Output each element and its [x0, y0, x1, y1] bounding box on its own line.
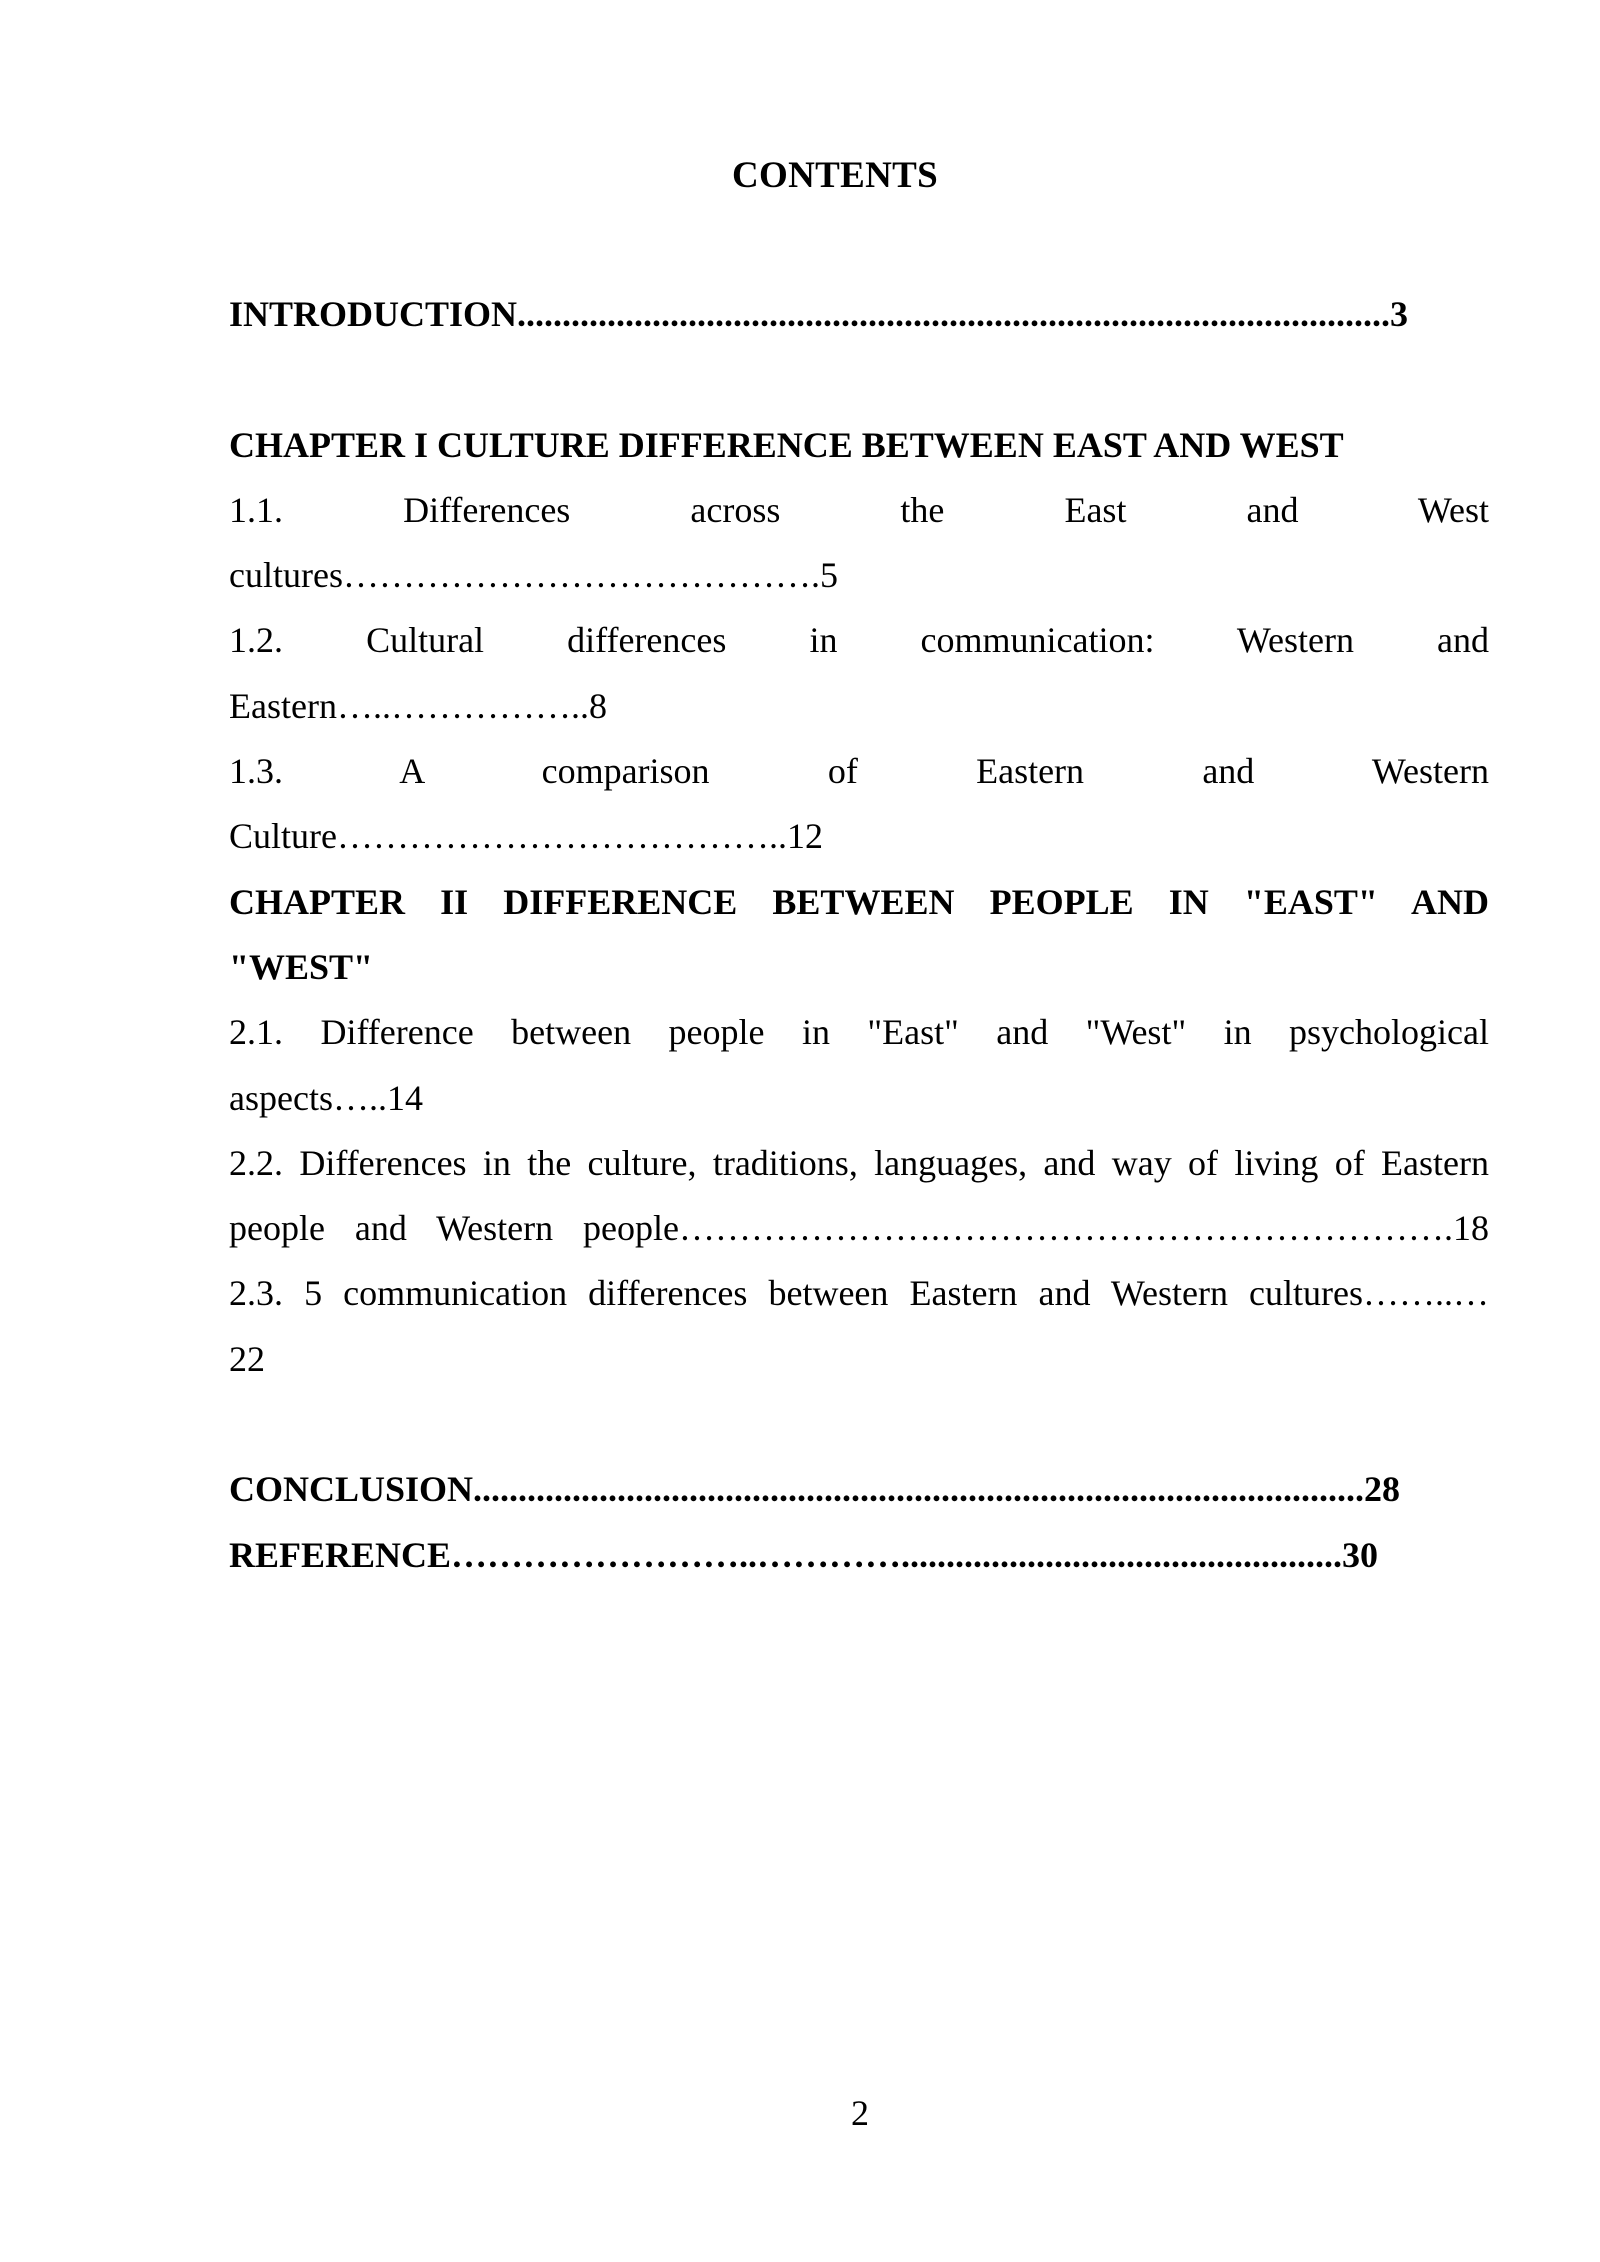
- toc-entry-1-3-continued: Culture………………………………..12: [229, 816, 823, 857]
- toc-entry-1-2: 1.2. Cultural differences in communication: Western and: [229, 620, 1489, 661]
- toc-entry-2-2-continued: people and Western people………………….…………………………………….18: [229, 1208, 1489, 1249]
- toc-entry-2-1: 2.1. Difference between people in "East" and "West" in psychological: [229, 1012, 1489, 1053]
- page-number: 2: [851, 2093, 869, 2133]
- toc-entry-2-2: 2.2. Differences in the culture, traditions, languages, and way of living of Eastern: [229, 1142, 1489, 1183]
- toc-entry-1-1-continued: cultures………………………………….5: [229, 555, 838, 596]
- toc-entry-1-2-continued: Eastern…..……………..8: [229, 685, 607, 726]
- toc-entry-reference: REFERENCE……………………..………….................................................30: [229, 1534, 1379, 1575]
- toc-entry-conclusion: CONCLUSION...................................................................................................28: [229, 1469, 1401, 1510]
- toc-chapter-1-heading: CHAPTER I CULTURE DIFFERENCE BETWEEN EAST AND WEST: [229, 424, 1344, 465]
- page-title: CONTENTS: [732, 155, 938, 196]
- toc-entry-2-3-continued: 22: [229, 1338, 265, 1379]
- spacer: [229, 1392, 1489, 1457]
- toc-entry-1-1: 1.1. Differences across the East and West: [229, 489, 1489, 530]
- toc-entry-introduction: INTRODUCTION.................................................................................................3: [229, 294, 1409, 334]
- table-of-contents: [229, 282, 1489, 1588]
- toc-entry-2-3: 2.3. 5 communication differences between Eastern and Western cultures……..…: [229, 1273, 1489, 1314]
- spacer: [229, 347, 1489, 412]
- toc-chapter-2-heading: CHAPTER II DIFFERENCE BETWEEN PEOPLE IN "EAST" AND: [229, 881, 1489, 922]
- toc-entry-1-3: 1.3. A comparison of Eastern and Western: [229, 751, 1489, 792]
- toc-entry-2-1-continued: aspects…..14: [229, 1077, 423, 1118]
- toc-chapter-2-heading-continued: "WEST": [229, 946, 374, 987]
